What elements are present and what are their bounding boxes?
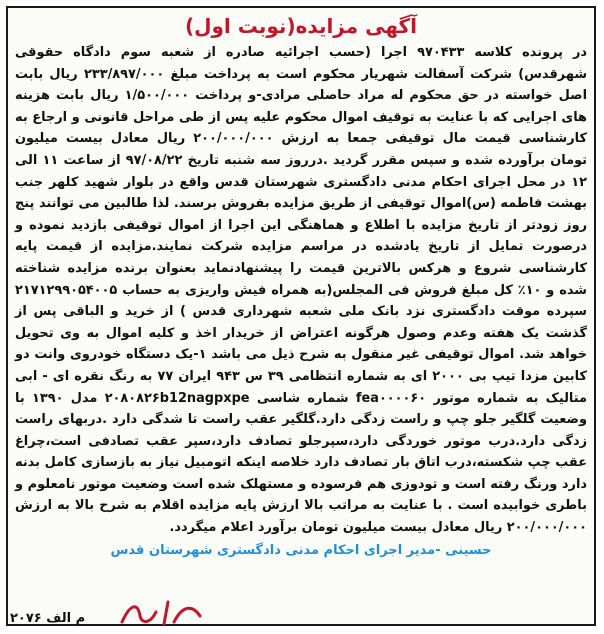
auction-notice (6, 6, 596, 626)
handwritten-mark-icon (116, 594, 206, 630)
notice-signature: حسینی -مدیر اجرای احکام مدنی دادگستری شهرستان قدس (110, 542, 492, 558)
notice-title: آگهی مزایده(نوبت اول) (184, 14, 418, 38)
notice-body: در پرونده کلاسه ۹۷۰۴۳۳ اجرا (حسب اجرائیه صادره از شعبه سوم دادگاه حقوقی شهرقدس) شرکت آسفالت شهریار محکوم است به پرداخت مبلغ ۲۳۳/۸۹۷/۰۰۰ ریال بابت اصل خواسته در حق محکوم له مراد حاصلی مرادی-و پرداخت ۱/۵۰۰/۰۰۰ ریال بابت هزینه های اجرایی که با عنایت به توقیف اموال محکوم علیه پس از طی مراحل قانونی و ارجاع به کارشناسی قیمت مال توقیفی جمعا به ارزش ۲۰۰/۰۰۰/۰۰۰ ریال معادل بیست میلیون تومان برآورده شده و سپس مقرر گردید .درروز سه شنبه تاریخ ۹۷/۰۸/۲۲ از ساعت ۱۱ الی ۱۲ در محل اجرای احکام مدنی دادگستری شهرستان قدس واقع در بلوار شهید کلهر جنب بهشت فاطمه (س)اموال توقیفی از طریق مزایده بفروش برسند. لذا طالبین می توانند پنج روز زودتر از تاریخ مزایده با اطلاع و هماهنگی این اجرا از اموال توقیفی بازدید نموده و درصورت تمایل از تاریخ یادشده در مراسم مزایده شرکت نمایند.مزایده از قیمت پایه کارشناسی شروع و هرکس بالاترین قیمت را پیشنهادنماید بعنوان برنده مزایده شناخته شده و ۱۰٪ کل مبلغ فروش فی المجلس(به همراه فیش واریزی به حساب ۲۱۷۱۲۹۹۰۵۴۰۰۵ سپرده موقت دادگستری نزد بانک ملی شعبه شهرداری قدس ) از خرید و الباقی پس از گذشت یک هفته وعدم وصول هرگونه اعتراض از خریدار اخذ و کلیه اموال به وی تحویل خواهد شد. اموال توقیفی غیر منقول به شرح ذیل می باشد ۱-یک دستگاه خودروی وانت دو کابین مزدا تیپ بی ۲۰۰۰ ای به شماره انتظامی ۳۹ س ۹۴۳ ایران ۷۷ به رنگ نقره ای - ابی متالیک به شماره موتور fea۰۰۰۰۶۰ شماره شاسی ۲۰۸۰۸۲۶b12nagpxpe مدل ۱۳۹۰ با وضعیت گلگیر جلو چپ و راست زدگی دارد.گلگیر عقب راست تا شدگی دارد .دربهای راست زدگی دارد.درب موتور خوردگی دارد،سپرجلو تصادف دارد،سپر عقب تصادفی است،چراغ عقب چپ شکسته،درب اتاق بار تصادف دارد خلاصه اینکه اتومبیل نیاز به بازسازی کامل بدنه دارد ورنگ رفته است و تودوزی هم فرسوده و مستهلک شده است وضعیت موتور نامعلوم و باطری خوابیده است . با عنایت به مراتب بالا ارزش پایه مزایده اقلام به شرح بالا به ارزش ۲۰۰/۰۰۰/۰۰۰ ریال معادل بیست میلیون تومان برآورد اعلام میگردد. (15, 45, 588, 536)
notice-footer (6, 590, 256, 630)
reference-code: م الف ۲۰۷۶ (10, 611, 86, 626)
